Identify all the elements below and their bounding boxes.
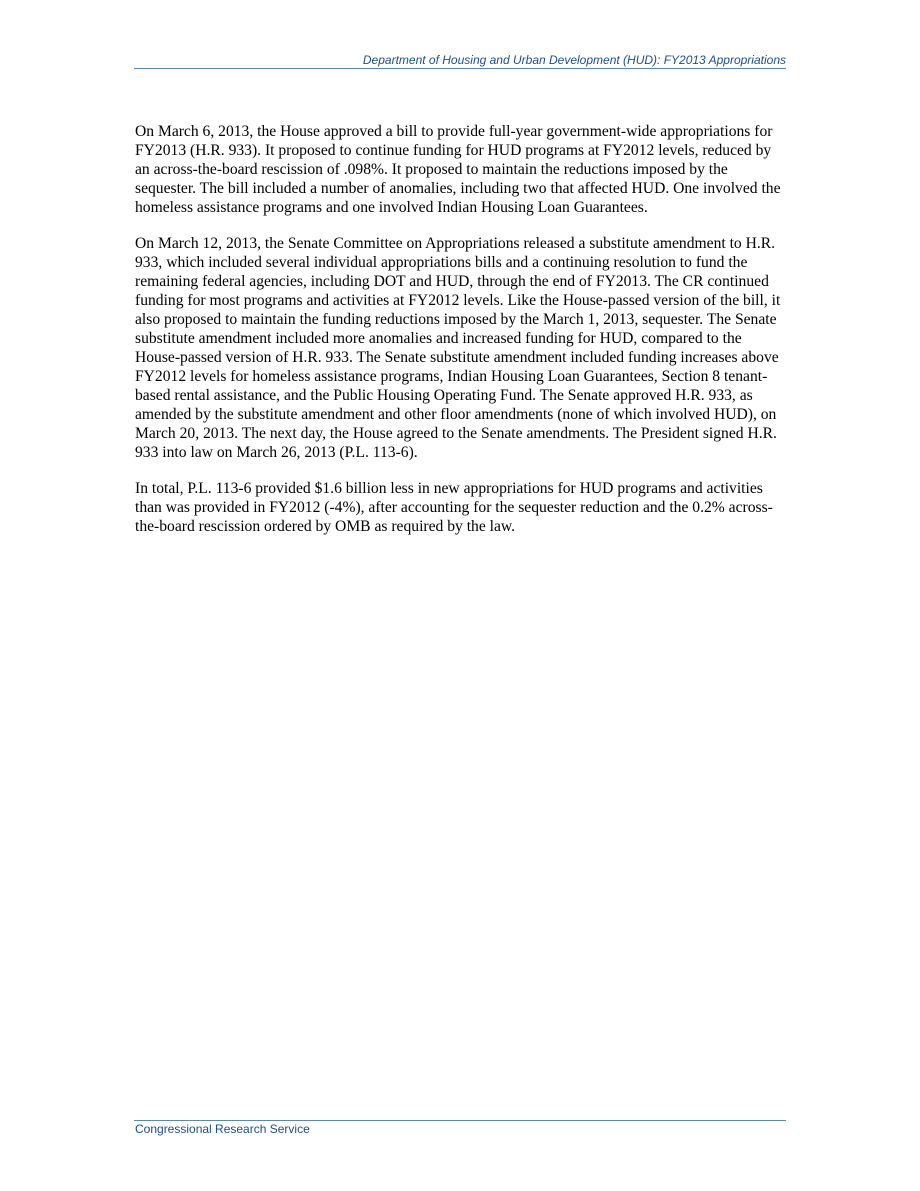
paragraph-total-appropriations: In total, P.L. 113-6 provided $1.6 billion less in new appropriations for HUD programs and activities than was provided in FY2012 (-4%), after accounting for the sequester reduction and the 0.2% across-the-board rescission ordered by OMB as required by the law.: [135, 480, 773, 535]
running-footer: Congressional Research Service: [135, 1122, 310, 1136]
header-rule: [134, 68, 786, 69]
footer-rule: [134, 1120, 786, 1121]
paragraph-senate-amendment: On March 12, 2013, the Senate Committee on Appropriations released a substitute amendment to H.R. 933, which included several individual appropriations bills and a continuing resolution to fund the remaining federal agencies, including DOT and HUD, through the end of FY2013. The CR continued funding for most programs and activities at FY2012 levels. Like the House-passed version of the bill, it also proposed to maintain the funding reductions imposed by the March 1, 2013, sequester. The Senate substitute amendment included more anomalies and increased funding for HUD, compared to the House-passed version of H.R. 933. The Senate substitute amendment included funding increases above FY2012 levels for homeless assistance programs, Indian Housing Loan Guarantees, Section 8 tenant-based rental assistance, and the Public Housing Operating Fund. The Senate approved H.R. 933, as amended by the substitute amendment and other floor amendments (none of which involved HUD), on March 20, 2013. The next day, the House agreed to the Senate amendments. The President signed H.R. 933 into law on March 26, 2013 (P.L. 113-6).: [135, 235, 781, 461]
running-header: Department of Housing and Urban Development (HUD): FY2013 Appropriations: [362, 53, 786, 67]
body-text: [135, 122, 785, 553]
paragraph-house-bill: On March 6, 2013, the House approved a bill to provide full-year government-wide appropriations for FY2013 (H.R. 933). It proposed to continue funding for HUD programs at FY2012 levels, reduced by an across-the-board rescission of .098%. It proposed to maintain the reductions imposed by the sequester. The bill included a number of anomalies, including two that affected HUD. One involved the homeless assistance programs and one involved Indian Housing Loan Guarantees.: [135, 123, 781, 216]
